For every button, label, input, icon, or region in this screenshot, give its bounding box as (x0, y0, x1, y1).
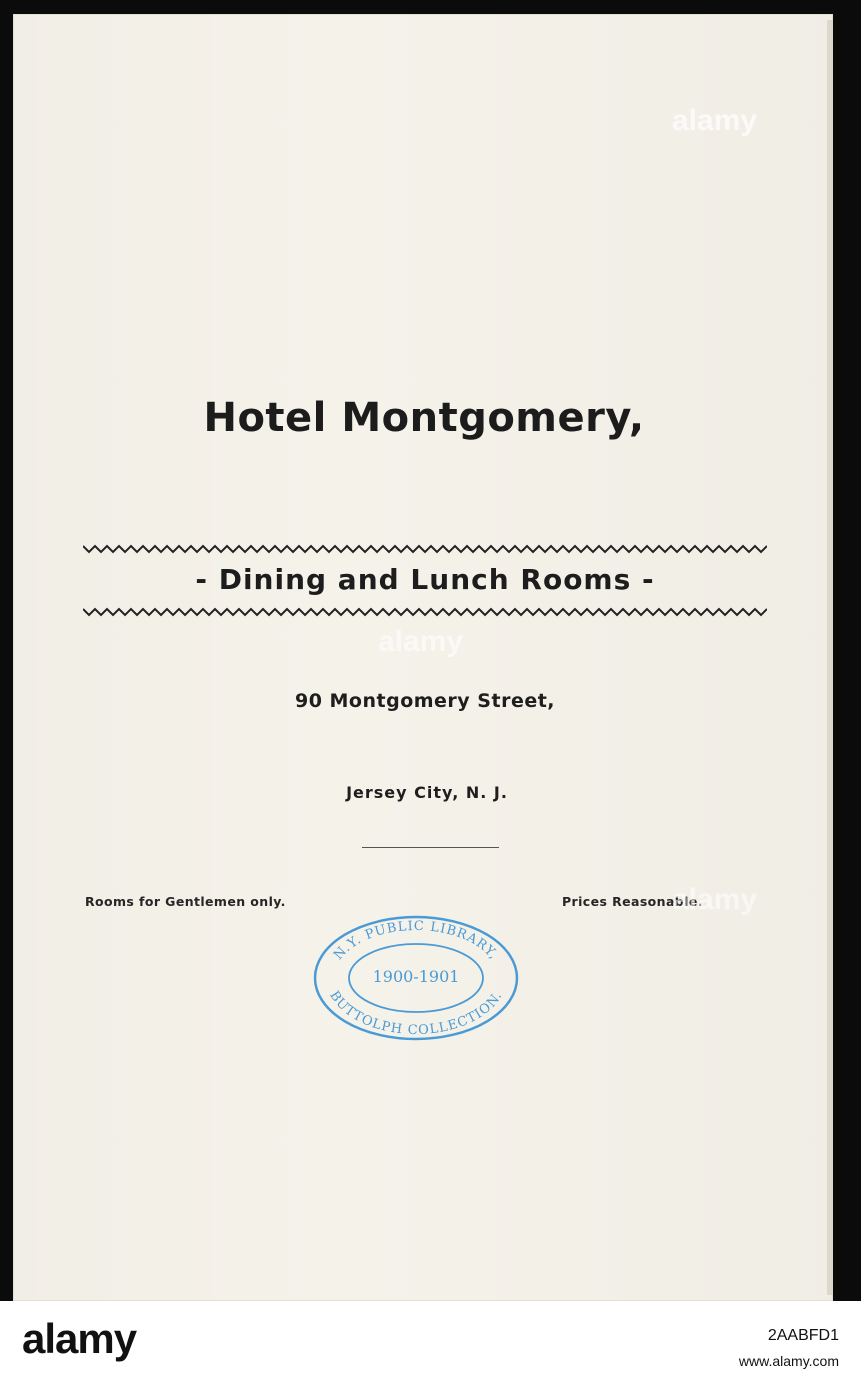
divider-rule (362, 847, 499, 848)
alamy-logo: alamy (22, 1315, 137, 1362)
library-stamp (312, 914, 520, 1042)
prices-note: Prices Reasonable. (562, 894, 703, 909)
dining-subtitle: - Dining and Lunch Rooms - (195, 563, 655, 596)
gentlemen-note: Rooms for Gentlemen only. (85, 894, 286, 909)
watermark-text: alamy (378, 625, 464, 658)
zigzag-border-top (83, 544, 767, 554)
image-id: 2AABFD1 (767, 1327, 839, 1344)
city-line: Jersey City, N. J. (346, 783, 508, 802)
footer-bar (0, 1301, 861, 1390)
page-edge (827, 20, 833, 1295)
watermark-text: alamy (672, 883, 758, 916)
svg-text:BUTTOLPH COLLECTION. (326, 989, 505, 1039)
stamp-top-text: N.Y. PUBLIC LIBRARY, (331, 918, 502, 963)
footer-url[interactable]: www.alamy.com (738, 1353, 839, 1369)
stamp-bottom-text: BUTTOLPH COLLECTION. (326, 988, 506, 1039)
svg-text:N.Y. PUBLIC LIBRARY, (331, 919, 501, 963)
hotel-title: Hotel Montgomery, (203, 395, 645, 441)
street-address: 90 Montgomery Street, (294, 690, 556, 712)
watermark-text: alamy (672, 104, 758, 137)
stamp-date: 1900-1901 (372, 967, 460, 986)
zigzag-border-bottom (83, 607, 767, 617)
